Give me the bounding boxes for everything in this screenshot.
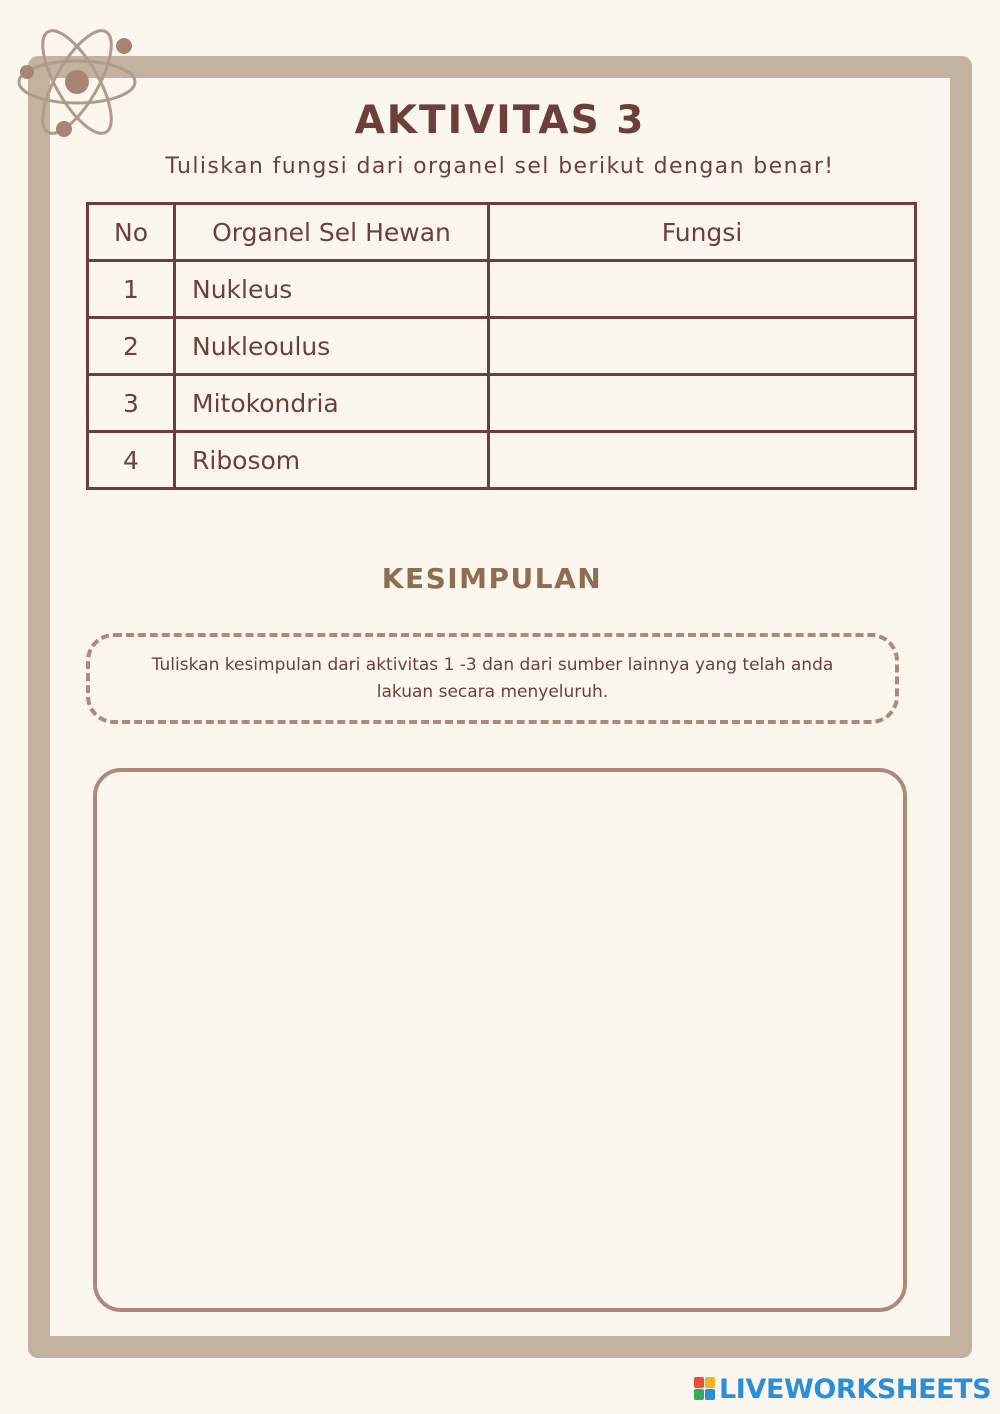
brand-name: LIVEWORKSHEETS [719,1373,992,1405]
table-header-row [88,204,916,261]
row-number: 2 [88,318,175,375]
row-number: 4 [88,432,175,489]
table-row [88,432,916,489]
row-number: 3 [88,375,175,432]
conclusion-instruction: Tuliskan kesimpulan dari aktivitas 1 -3 dan dari sumber lainnya yang telah anda lakuan secara menyeluruh. [151,654,834,702]
page-title: AKTIVITAS 3 [354,98,646,143]
header-no: No [88,204,175,261]
organel-name: Nukleus [175,261,489,318]
fungsi-answer-field[interactable] [489,432,916,489]
organel-name: Ribosom [175,432,489,489]
conclusion-answer-field[interactable] [93,768,907,1312]
conclusion-instruction-box [86,633,899,724]
organel-name: Nukleoulus [175,318,489,375]
header-organel: Organel Sel Hewan [175,204,489,261]
page-subtitle: Tuliskan fungsi dari organel sel berikut dengan benar! [165,154,835,179]
fungsi-answer-field[interactable] [489,375,916,432]
row-number: 1 [88,261,175,318]
conclusion-title: KESIMPULAN [381,562,603,595]
table-row [88,261,916,318]
fungsi-answer-field[interactable] [489,261,916,318]
fungsi-answer-field[interactable] [489,318,916,375]
liveworksheets-logo-icon [694,1377,716,1401]
liveworksheets-brand [694,1372,991,1406]
table-row [88,318,916,375]
organel-table [86,202,917,490]
header-fungsi: Fungsi [489,204,916,261]
organel-name: Mitokondria [175,375,489,432]
table-row [88,375,916,432]
